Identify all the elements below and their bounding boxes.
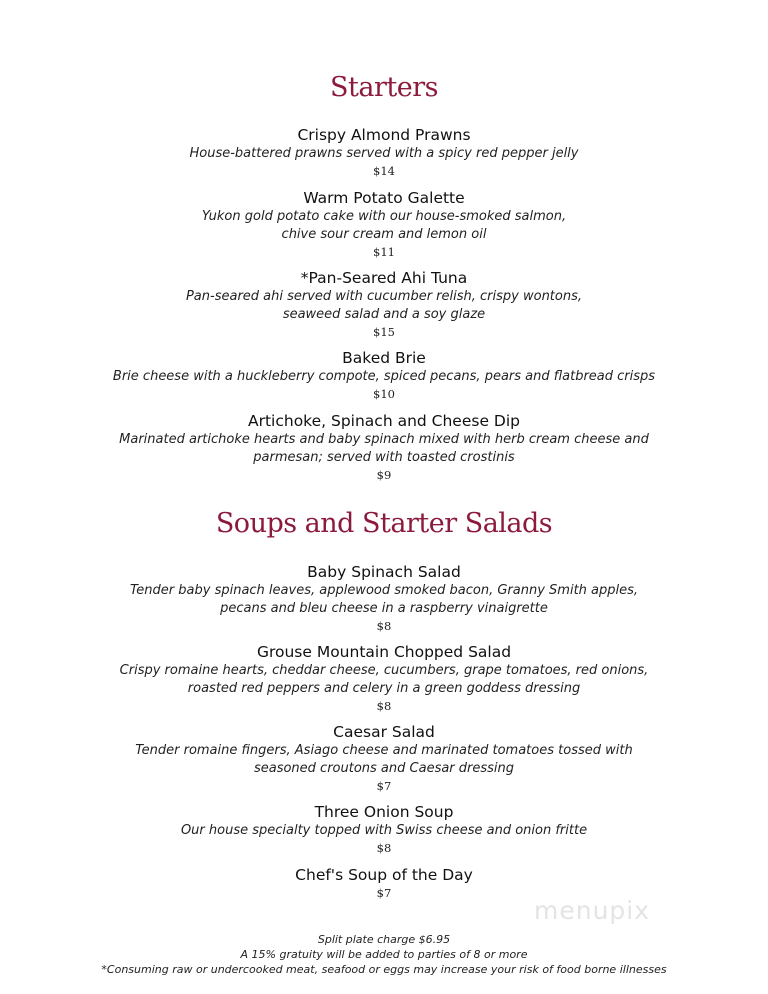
item-price: $7 — [376, 779, 392, 793]
item-description: seasoned croutons and Caesar dressing — [253, 761, 515, 776]
item-description: Pan-seared ahi served with cucumber relish, crispy wontons, — [185, 289, 583, 304]
food-safety-warning: *Consuming raw or undercooked meat, seafood or eggs may increase your risk of food borne illnesses — [101, 963, 667, 976]
item-price: $15 — [373, 325, 395, 339]
section-title-soups-salads: Soups and Starter Salads — [215, 508, 553, 539]
item-description: Crispy romaine hearts, cheddar cheese, cucumbers, grape tomatoes, red onions, — [119, 663, 649, 678]
item-name: Warm Potato Galette — [303, 189, 465, 207]
menu-item — [40, 722, 728, 794]
item-description: seaweed salad and a soy glaze — [282, 307, 486, 322]
item-price: $10 — [373, 387, 395, 401]
item-name: Three Onion Soup — [314, 803, 454, 821]
item-description: Our house specialty topped with Swiss cheese and onion fritte — [180, 823, 588, 838]
item-price: $9 — [376, 468, 392, 482]
menupix-watermark: menupix — [534, 896, 651, 925]
section-title-starters: Starters — [330, 72, 438, 103]
item-description: pecans and bleu cheese in a raspberry vinaigrette — [220, 601, 548, 616]
menu-item — [40, 188, 728, 260]
item-name: Chef's Soup of the Day — [295, 866, 473, 884]
item-name: Crispy Almond Prawns — [297, 126, 471, 144]
item-price: $8 — [376, 841, 392, 855]
menu-item — [40, 642, 728, 714]
menu-item — [40, 802, 728, 856]
item-description: Brie cheese with a huckleberry compote, spiced pecans, pears and flatbread crisps — [112, 369, 656, 384]
menu-item — [40, 562, 728, 634]
item-description: parmesan; served with toasted crostinis — [253, 450, 515, 465]
gratuity-note: A 15% gratuity will be added to parties of 8 or more — [240, 948, 528, 961]
item-description: Tender romaine fingers, Asiago cheese and marinated tomatoes tossed with — [135, 743, 633, 758]
item-description: Marinated artichoke hearts and baby spinach mixed with herb cream cheese and — [119, 432, 649, 447]
item-price: $14 — [373, 164, 395, 178]
item-price: $8 — [376, 619, 392, 633]
item-name: Caesar Salad — [333, 723, 435, 741]
item-description: chive sour cream and lemon oil — [281, 227, 487, 242]
menu-item — [40, 411, 728, 483]
item-name: Grouse Mountain Chopped Salad — [256, 643, 512, 661]
menu-item — [40, 268, 728, 340]
item-name: *Pan-Seared Ahi Tuna — [300, 269, 468, 287]
item-name: Baked Brie — [342, 349, 426, 367]
item-name: Artichoke, Spinach and Cheese Dip — [247, 412, 520, 430]
item-description: Tender baby spinach leaves, applewood smoked bacon, Granny Smith apples, — [129, 583, 639, 598]
menu-item — [40, 125, 728, 179]
item-description: roasted red peppers and celery in a green goddess dressing — [187, 681, 581, 696]
item-price: $7 — [376, 886, 392, 900]
item-description: House-battered prawns served with a spicy red pepper jelly — [189, 146, 579, 161]
item-name: Baby Spinach Salad — [307, 563, 461, 581]
menu-footer — [0, 932, 768, 977]
item-price: $8 — [376, 699, 392, 713]
split-plate-note: Split plate charge $6.95 — [317, 933, 451, 946]
item-description: Yukon gold potato cake with our house-smoked salmon, — [201, 209, 567, 224]
menu-item — [40, 348, 728, 402]
item-price: $11 — [373, 245, 395, 259]
